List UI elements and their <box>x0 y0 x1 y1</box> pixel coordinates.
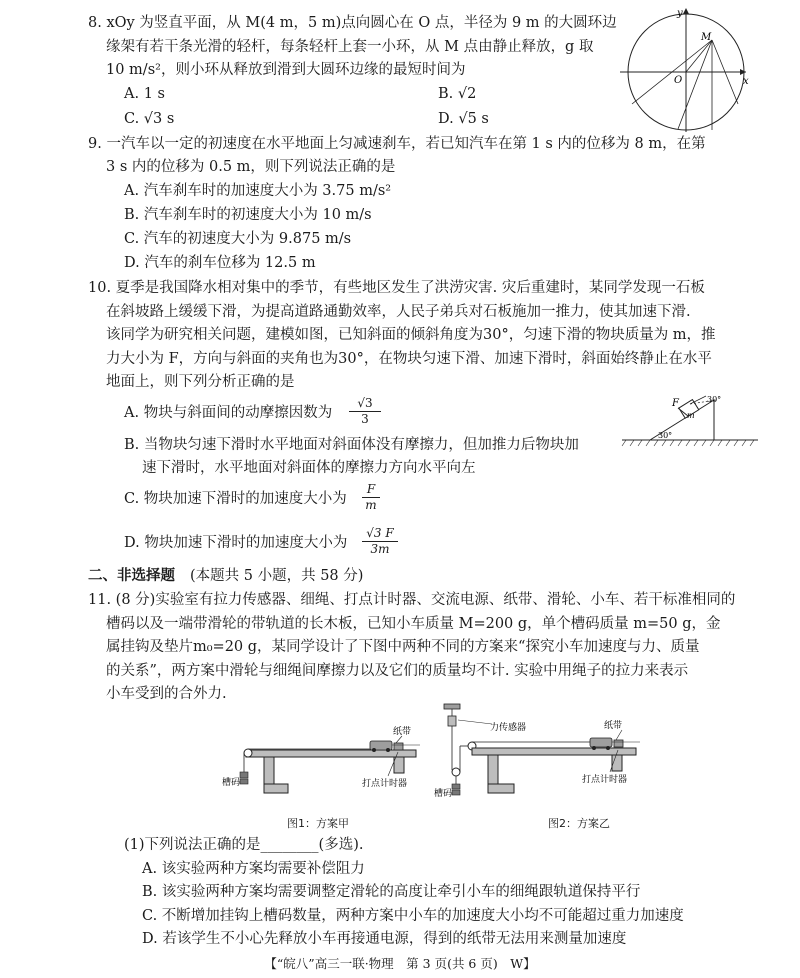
fig2-caption: 图2：方案乙 <box>548 817 610 830</box>
fraction-numerator: √3 <box>349 396 381 412</box>
fig2-sensor-label: 力传感器 <box>490 723 527 733</box>
q10-line-5: 地面上，则下列分析正确的是 <box>106 374 295 390</box>
q10-line-1: 10. 夏季是我国降水相对集中的季节，有些地区发生了洪涝灾害. 灾后重建时，某同学发现一石板 <box>88 280 705 296</box>
fig1-weight-label: 槽码 <box>222 778 241 788</box>
q11-line-4: 的关系”，两方案中滑轮与细绳间摩擦力以及它们的质量均不计. 实验中用绳子的拉力来表示 <box>106 663 689 679</box>
q10-option-a-fraction <box>349 396 381 427</box>
fig2-tape-label: 纸带 <box>604 721 623 731</box>
q11-option-d: D. 若该学生不小心先释放小车再接通电源，得到的纸带无法用来测量加速度 <box>142 931 627 947</box>
q11-option-b: B. 该实验两种方案均需要调整定滑轮的高度让牵引小车的细绳跟轨道保持平行 <box>142 884 641 900</box>
q10-option-b-line-2: 速下滑时，水平地面对斜面体的摩擦力方向水平向左 <box>142 460 476 476</box>
q11-line-5: 小车受到的合外力. <box>106 686 227 702</box>
q9-line-1: 9. 一汽车以一定的初速度在水平地面上匀减速刹车，若已知汽车在第 1 s 内的位移为 8 m，在第 <box>88 136 706 152</box>
fig1-tape-label: 纸带 <box>393 727 412 737</box>
fraction-denominator: 3m <box>370 542 390 556</box>
fig1-caption: 图1：方案甲 <box>287 817 349 830</box>
section-2-note: (本题共 5 小题，共 58 分) <box>190 568 364 584</box>
q11-line-2: 槽码以及一端带滑轮的带轨道的长木板，已知小车质量 M=200 g，单个槽码质量 m=50 g，金 <box>106 616 721 632</box>
fraction-numerator: √3 F <box>362 526 398 542</box>
q10-fig-angle-label-base: 30° <box>658 431 673 440</box>
q10-incline-figure <box>620 394 760 450</box>
q11-option-c: C. 不断增加挂钩上槽码数量，两种方案中小车的加速度大小均不可能超过重力加速度 <box>142 908 684 924</box>
q8-line-1: 8. xOy 为竖直平面，从 M(4 m，5 m)点向圆心在 O 点，半径为 9 m 的大圆环边 <box>88 15 617 31</box>
section-2-title: 二、非选择题 <box>88 567 175 584</box>
q10-option-d-fraction <box>362 526 398 557</box>
q8-option-d: D. √5 s <box>438 111 489 127</box>
fig1-timer-label: 打点计时器 <box>362 779 408 789</box>
q11-figure-1-scheme-a <box>222 712 422 804</box>
q10-fig-mass-label: m <box>687 411 695 420</box>
q10-option-c-fraction <box>362 482 380 513</box>
q8-option-a: A. 1 s <box>124 86 165 102</box>
q10-option-c: C. 物块加速下滑时的加速度大小为 <box>124 491 347 507</box>
q11-figure-2-scheme-b <box>432 702 642 804</box>
page-footer: 【“皖八”高三一联·物理 第 3 页(共 6 页) W】 <box>264 956 536 971</box>
q8-circle-figure <box>618 4 758 134</box>
q11-line-3: 属挂钩及垫片m₀=20 g，某同学设计了下图中两种不同的方案来“探究小车加速度与力、质量 <box>106 639 700 655</box>
fraction-numerator: F <box>362 482 380 498</box>
q8-fig-x-label: x <box>743 76 749 87</box>
q10-fig-angle-label-top: 30° <box>707 395 722 404</box>
q9-option-b: B. 汽车刹车时的初速度大小为 10 m/s <box>124 207 372 223</box>
q11-line-1: 11. (8 分)实验室有拉力传感器、细绳、打点计时器、交流电源、纸带、滑轮、小车、若干标准相同的 <box>88 592 736 608</box>
q8-line-2: 缘架有若干条光滑的轻杆，每条轻杆上套一小环，从 M 点由静止释放，g 取 <box>106 39 594 55</box>
q8-option-b: B. √2 <box>438 86 477 102</box>
q8-line-3: 10 m/s²，则小环从释放到滑到大圆环边缘的最短时间为 <box>106 62 466 78</box>
fig2-timer-label: 打点计时器 <box>582 775 628 785</box>
q11-sub-1: (1)下列说法正确的是________(多选). <box>124 837 364 853</box>
q10-option-b-line-1: B. 当物块匀速下滑时水平地面对斜面体没有摩擦力，但加推力后物块加 <box>124 437 579 453</box>
q10-fig-force-label: F <box>672 398 679 409</box>
fig2-weight-label: 槽码 <box>434 789 453 799</box>
q10-line-2: 在斜坡路上缓缓下滑，为提高道路通勤效率，人民子弟兵对石板施加一推力，使其加速下滑. <box>106 304 691 320</box>
q8-fig-y-label: y <box>677 8 683 19</box>
q8-option-c: C. √3 s <box>124 111 175 127</box>
q9-option-a: A. 汽车刹车时的加速度大小为 3.75 m/s² <box>124 183 392 199</box>
q11-option-a: A. 该实验两种方案均需要补偿阻力 <box>142 861 365 877</box>
q8-fig-m-label: M <box>701 32 712 43</box>
q9-option-c: C. 汽车的初速度大小为 9.875 m/s <box>124 231 352 247</box>
fraction-denominator: 3 <box>361 412 369 426</box>
q8-fig-o-label: O <box>674 75 683 86</box>
fraction-denominator: m <box>365 498 377 512</box>
q10-option-d: D. 物块加速下滑时的加速度大小为 <box>124 535 348 551</box>
q10-line-3: 该同学为研究相关问题，建模如图，已知斜面的倾斜角度为30°，匀速下滑的物块质量为 m，推 <box>106 327 716 343</box>
q9-option-d: D. 汽车的刹车位移为 12.5 m <box>124 255 316 271</box>
q9-line-2: 3 s 内的位移为 0.5 m，则下列说法正确的是 <box>106 159 396 175</box>
q10-line-4: 力大小为 F，方向与斜面的夹角也为30°，在物块匀速下滑、加速下滑时，斜面始终静止在水平 <box>106 351 712 367</box>
q10-option-a: A. 物块与斜面间的动摩擦因数为 <box>124 405 333 421</box>
